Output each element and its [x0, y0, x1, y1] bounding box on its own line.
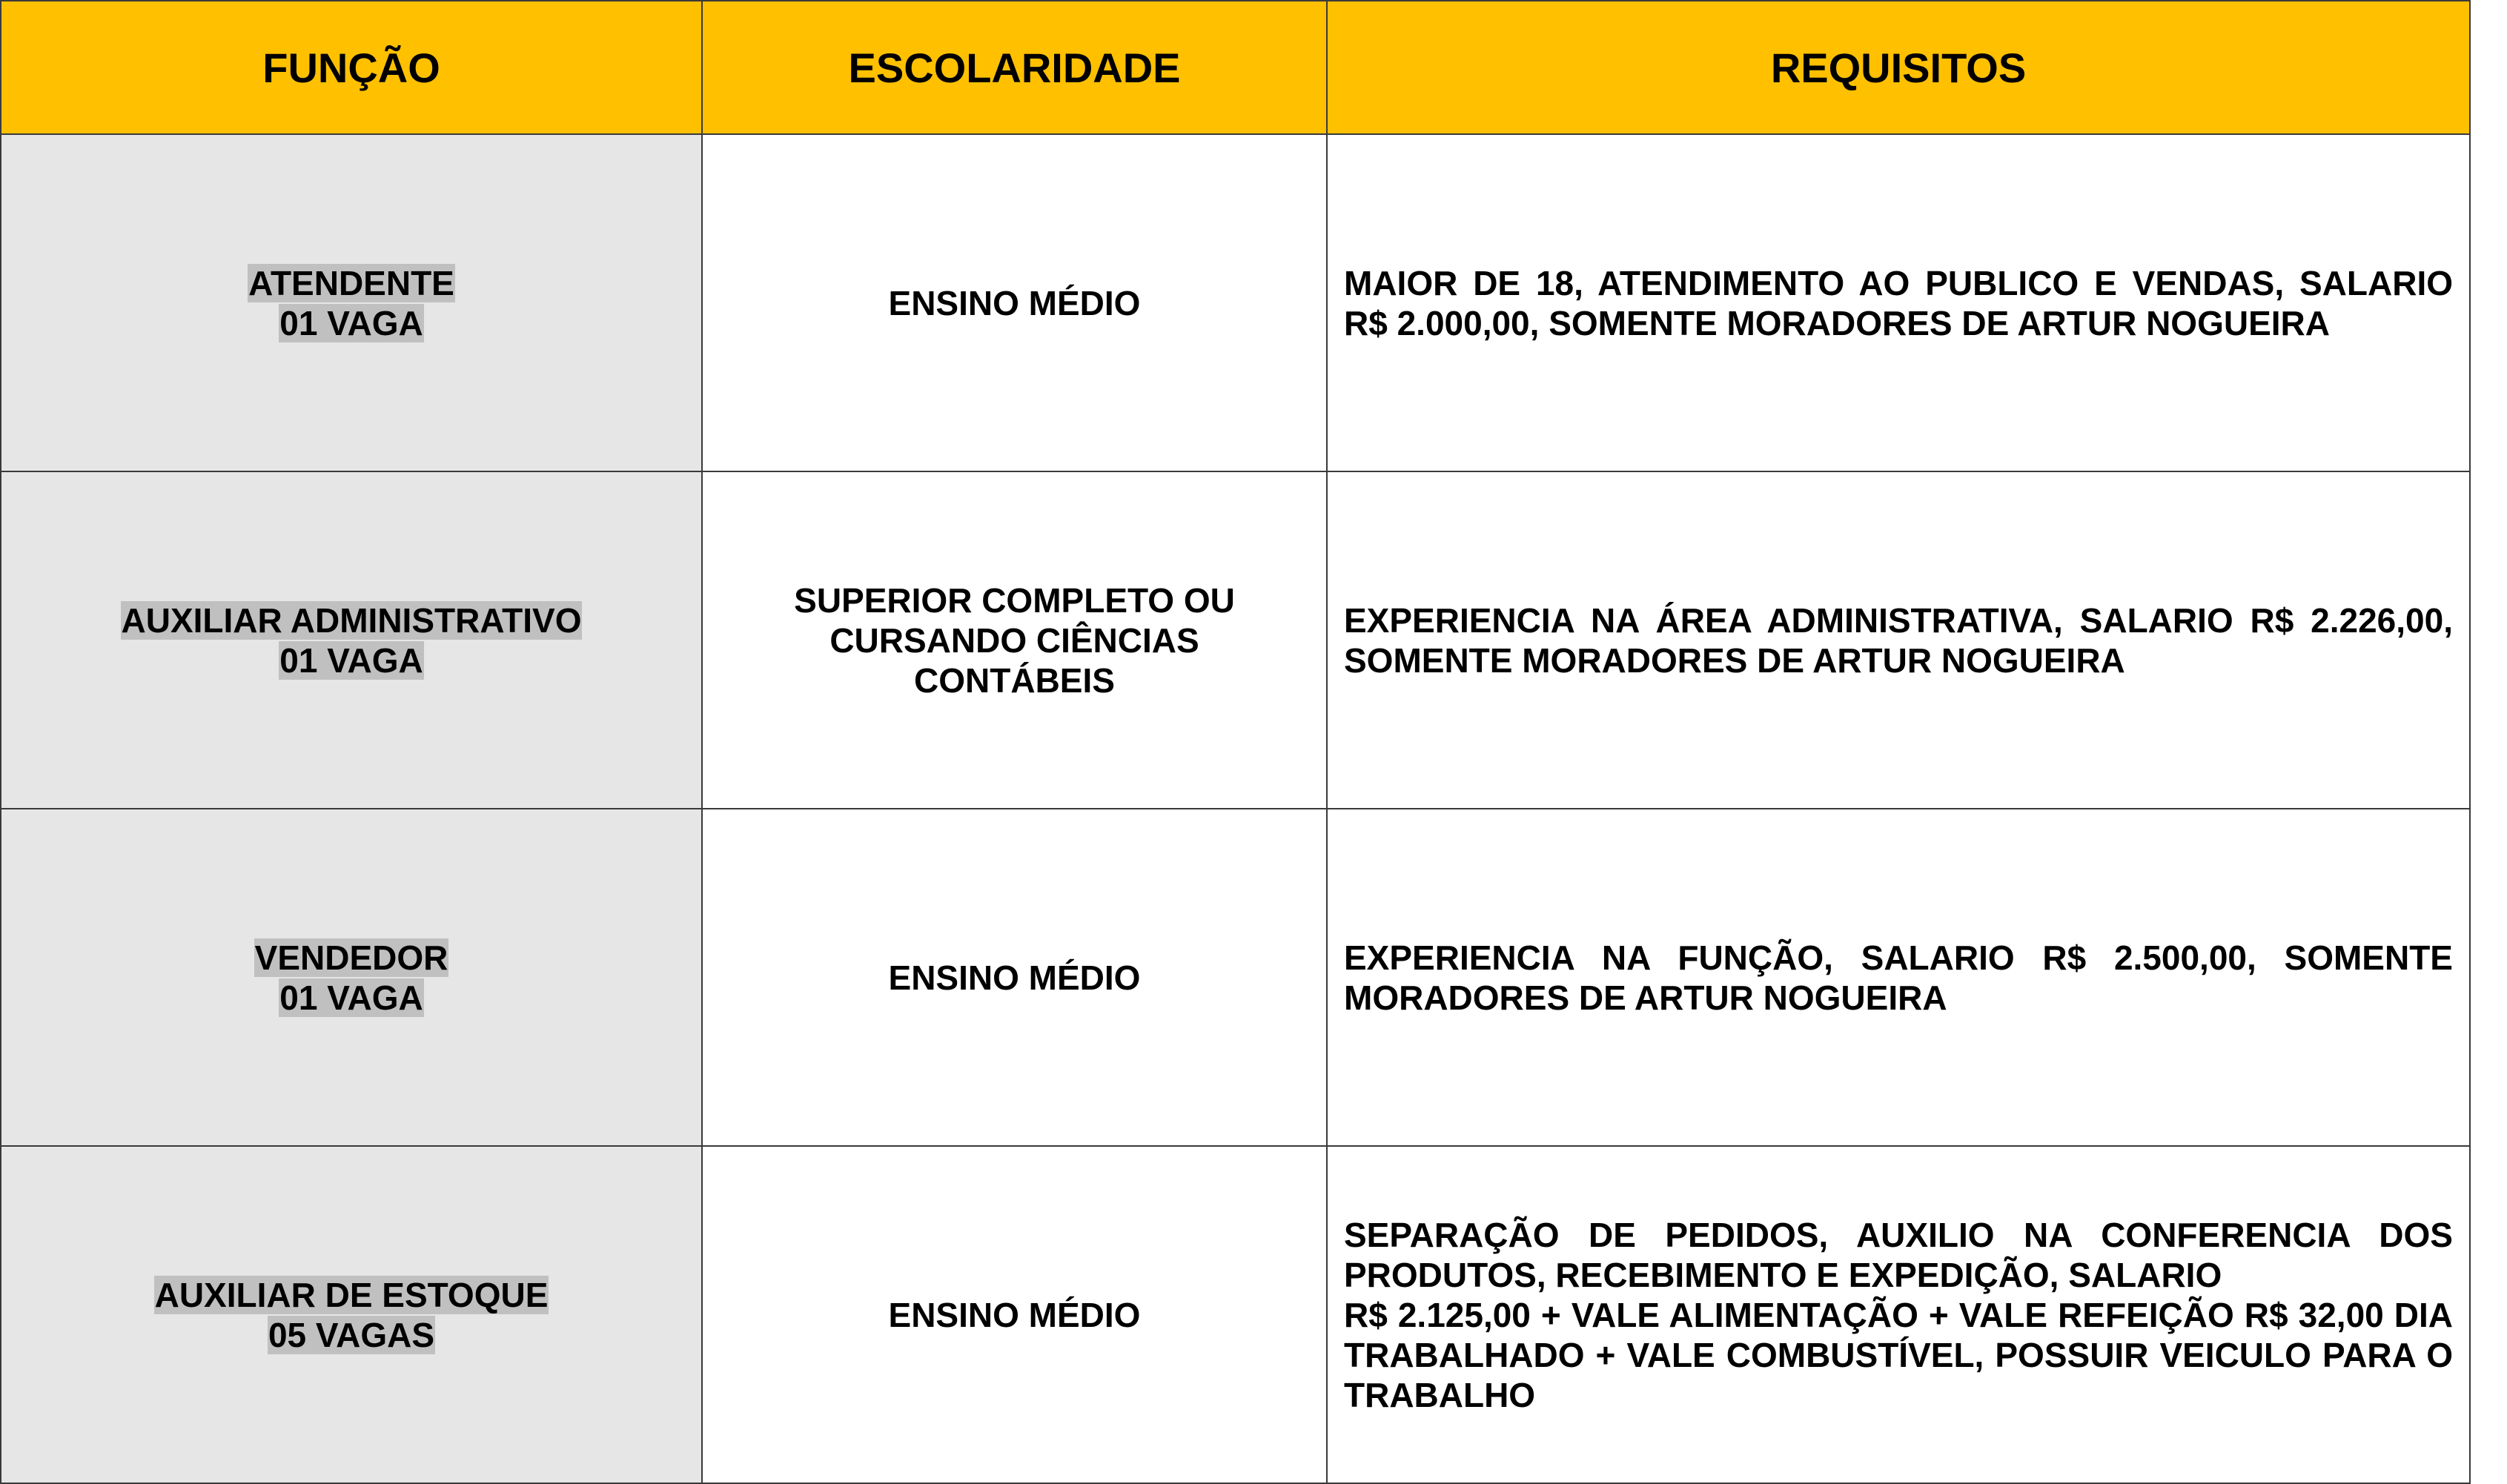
requisitos-cell — [1327, 1146, 2470, 1483]
funcao-title: AUXILIAR ADMINISTRATIVO — [121, 600, 582, 640]
requisitos-text: EXPERIENCIA NA ÁREA ADMINISTRATIVA, SALARIO R$ 2.226,00, SOMENTE MORADORES DE ARTUR NOGUEIRA — [1344, 600, 2453, 680]
table-row — [1, 809, 2470, 1146]
requisitos-text: EXPERIENCIA NA FUNÇÃO, SALARIO R$ 2.500,00, SOMENTE MORADORES DE ARTUR NOGUEIRA — [1344, 938, 2453, 1017]
table-row — [1, 471, 2470, 809]
table-row — [1, 1146, 2470, 1483]
requisitos-cell — [1327, 809, 2470, 1146]
funcao-vagas: 01 VAGA — [279, 640, 423, 680]
header-escolaridade: ESCOLARIDADE — [702, 1, 1327, 134]
funcao-vagas: 01 VAGA — [279, 303, 423, 342]
requisitos-text: SEPARAÇÃO DE PEDIDOS, AUXILIO NA CONFERENCIA DOS PRODUTOS, RECEBIMENTO E EXPEDIÇÃO, SALARIO — [1344, 1215, 2453, 1294]
requisitos-text: R$ 2.125,00 + VALE ALIMENTAÇÃO + VALE REFEIÇÃO R$ 32,00 DIA TRABALHADO + VALE COMBUSTÍVEL, POSSUIR VEICULO PARA O TRABALHO — [1344, 1295, 2453, 1414]
funcao-cell — [1, 809, 702, 1146]
escolaridade-cell: ENSINO MÉDIO — [702, 809, 1327, 1146]
header-row — [1, 1, 2470, 134]
table-row — [1, 134, 2470, 471]
requisitos-cell — [1327, 471, 2470, 809]
funcao-title: VENDEDOR — [254, 938, 448, 977]
escolaridade-cell: ENSINO MÉDIO — [702, 134, 1327, 471]
funcao-vagas: 05 VAGAS — [268, 1315, 435, 1354]
header-requisitos: REQUISITOS — [1327, 1, 2470, 134]
header-funcao: FUNÇÃO — [1, 1, 702, 134]
funcao-cell — [1, 134, 702, 471]
escolaridade-cell: SUPERIOR COMPLETO OU CURSANDO CIÊNCIAS CONTÁBEIS — [702, 471, 1327, 809]
requisitos-text: MAIOR DE 18, ATENDIMENTO AO PUBLICO E VENDAS, SALARIO R$ 2.000,00, SOMENTE MORADORES DE ARTUR NOGUEIRA — [1344, 263, 2453, 342]
funcao-cell — [1, 471, 702, 809]
funcao-vagas: 01 VAGA — [279, 978, 423, 1017]
funcao-cell — [1, 1146, 702, 1483]
requisitos-cell — [1327, 134, 2470, 471]
funcao-title: AUXILIAR DE ESTOQUE — [154, 1275, 549, 1314]
escolaridade-cell: ENSINO MÉDIO — [702, 1146, 1327, 1483]
funcao-title: ATENDENTE — [248, 263, 454, 302]
